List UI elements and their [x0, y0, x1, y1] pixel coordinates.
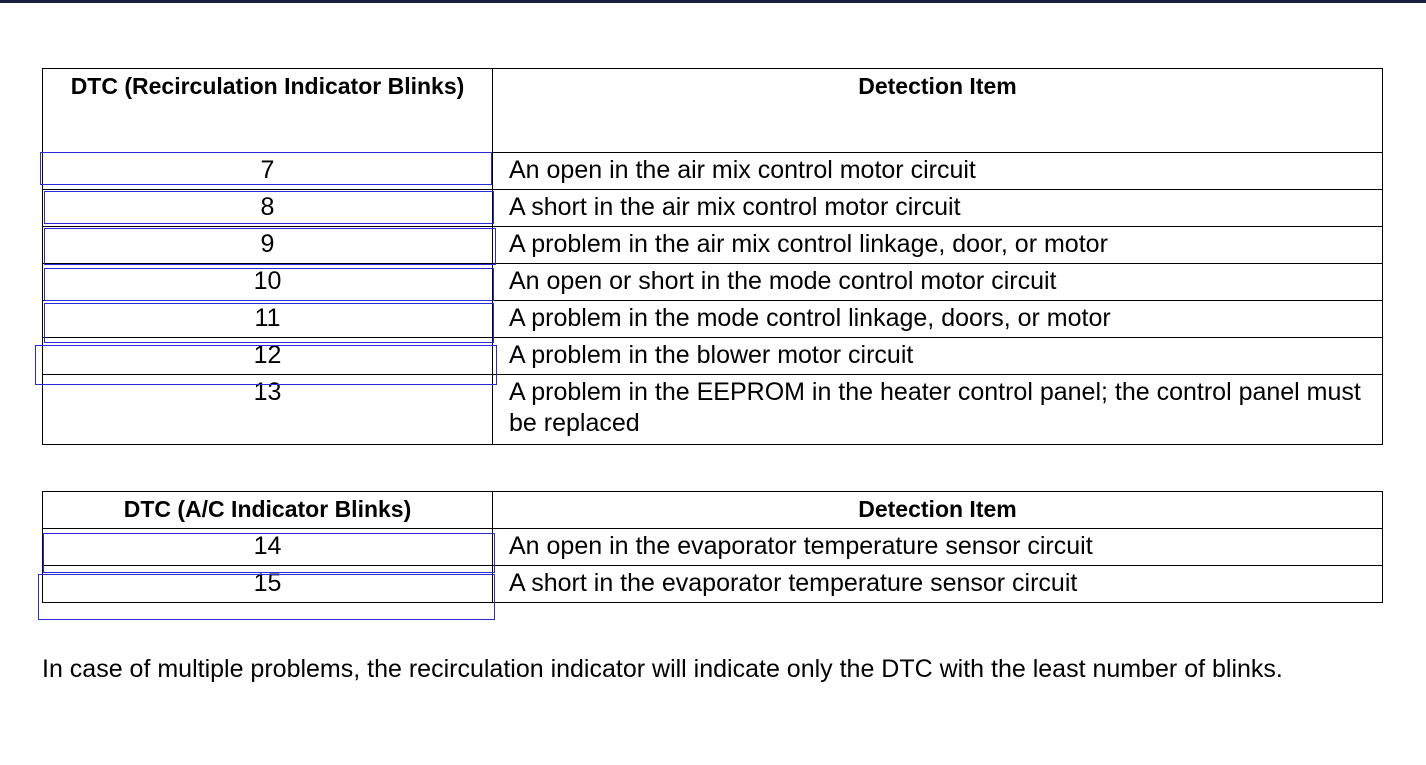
- dtc-code: 9: [43, 227, 493, 264]
- table-row: [43, 338, 1383, 375]
- table-row: [43, 153, 1383, 190]
- top-rule: [0, 0, 1426, 3]
- table-row: [43, 529, 1383, 566]
- detection-item: An open in the air mix control motor circuit: [493, 153, 1383, 190]
- table-row: [43, 227, 1383, 264]
- detection-item: An open or short in the mode control motor circuit: [493, 264, 1383, 301]
- table-row: [43, 566, 1383, 603]
- ac-dtc-table: [42, 491, 1383, 603]
- dtc-code: 15: [43, 566, 493, 603]
- detection-item: A problem in the EEPROM in the heater control panel; the control panel must be replaced: [493, 375, 1383, 445]
- table-row: [43, 301, 1383, 338]
- recirculation-dtc-table: [42, 68, 1383, 445]
- detection-item: A short in the evaporator temperature sensor circuit: [493, 566, 1383, 603]
- table-header-row: [43, 492, 1383, 529]
- table-row: [43, 190, 1383, 227]
- detection-item-column-header: Detection Item: [493, 69, 1383, 153]
- detection-item: An open in the evaporator temperature sensor circuit: [493, 529, 1383, 566]
- dtc-column-header: DTC (Recirculation Indicator Blinks): [43, 69, 493, 153]
- dtc-code: 12: [43, 338, 493, 375]
- table-header-row: [43, 69, 1383, 153]
- detection-item-column-header: Detection Item: [493, 492, 1383, 529]
- dtc-code: 10: [43, 264, 493, 301]
- dtc-code: 8: [43, 190, 493, 227]
- detection-item: A short in the air mix control motor circuit: [493, 190, 1383, 227]
- dtc-code: 13: [43, 375, 493, 445]
- dtc-code: 7: [43, 153, 493, 190]
- detection-item: A problem in the blower motor circuit: [493, 338, 1383, 375]
- table-row: [43, 375, 1383, 445]
- detection-item: A problem in the air mix control linkage, door, or motor: [493, 227, 1383, 264]
- dtc-column-header: DTC (A/C Indicator Blinks): [43, 492, 493, 529]
- note-paragraph: In case of multiple problems, the recirculation indicator will indicate only the DTC with the least number of blinks.: [42, 655, 1283, 683]
- dtc-code: 14: [43, 529, 493, 566]
- dtc-code: 11: [43, 301, 493, 338]
- table-row: [43, 264, 1383, 301]
- detection-item: A problem in the mode control linkage, doors, or motor: [493, 301, 1383, 338]
